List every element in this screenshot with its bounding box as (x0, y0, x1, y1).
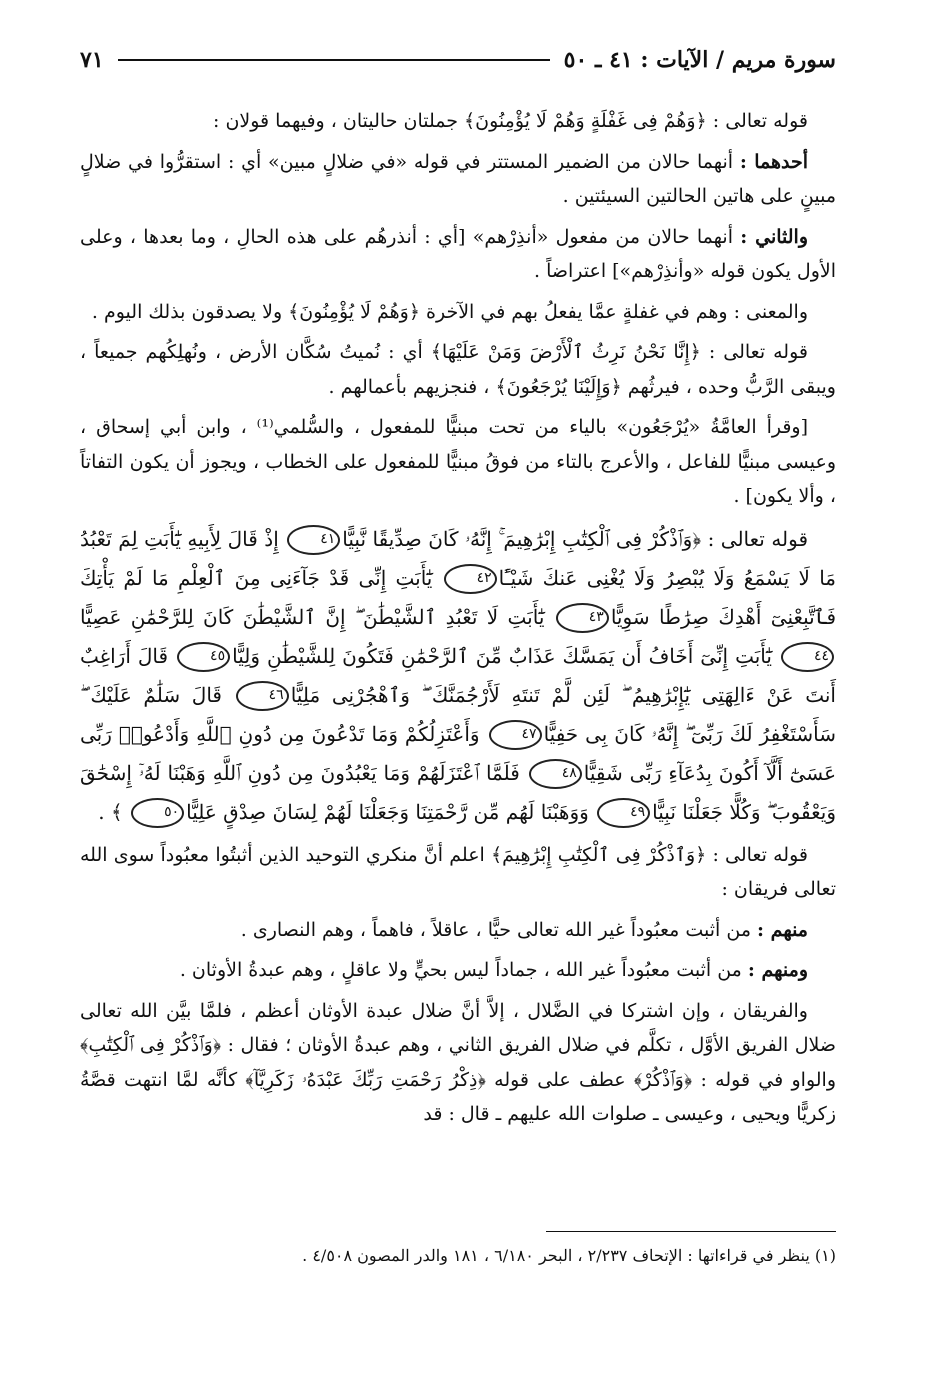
footnote: (١) ينظر في قراءاتها : الإتحاف ٢/٢٣٧ ، البحر ٦/١٨٠ ، ١٨١ والدر المصون ٤/٥٠٨ . (302, 1246, 836, 1265)
verse-number-marker: ٥٠ (131, 798, 184, 828)
paragraph: قوله تعالى : ﴿وَٱذْكُرْ فِى ٱلْكِتَٰبِ إِبْرَٰهِيمَ﴾ اعلم أنَّ منكري التوحيد الذين أثبتُوا معبُوداً سوى الله تعالى فريقان : (80, 843, 836, 900)
verse-number-marker: ٤٥ (177, 642, 230, 672)
running-title: سورة مريم / الآيات : ٤١ ـ ٥٠ (563, 47, 836, 73)
paragraph: ومنهم : من أثبت معبُوداً غير الله ، جماداً ليس بحيٍّ ولا عاقلٍ ، وهم عبدةُ الأوثان . (179, 959, 808, 981)
verse-number-marker: ٤٤ (781, 642, 834, 672)
paragraph: أحدهما : أنهما حالان من الضمير المستتر في قوله «في ضلالٍ مبين» أي : استقرُّوا في ضلالٍ مبينٍ على هاتين الحالتين السيئتين . (80, 150, 836, 207)
page-header (80, 40, 836, 80)
verse-number-marker: ٤٧ (489, 720, 542, 750)
header-rule (118, 59, 550, 61)
paragraph: منهم : من أثبت معبُوداً غير الله تعالى حيًّا ، عاقلاً ، فاهماً ، وهم النصارى . (240, 918, 808, 941)
paragraph: والثاني : أنهما حالان من مفعول «أنذِرْهم» [أي : أنذرهُم على هذه الحالِ ، وما بعدها ، وعلى الأول يكون قوله «وأنذِرْهم»] اعتراضاً . (80, 225, 836, 282)
main-text (80, 104, 836, 1132)
verse-number-marker: ٤٢ (444, 564, 497, 594)
verse-number-marker: ٤٣ (556, 603, 609, 633)
verse-number-marker: ٤٨ (529, 759, 582, 789)
page-number: ٧١ (80, 47, 104, 73)
paragraph: والمعنى : وهم في غفلةٍ عمَّا يفعلُ بهم في الآخرة ﴿وَهُمْ لَا يُؤْمِنُونَ﴾ ولا يصدقون بذلك اليوم . (91, 300, 808, 323)
paragraph: قوله تعالى : ﴿وَهُمْ فِى غَفْلَةٍ وَهُمْ لَا يُؤْمِنُونَ﴾ جملتان حاليتان ، وفيهما قولان : (213, 110, 808, 132)
footnote-rule (546, 1231, 836, 1232)
paragraph: والفريقان ، وإن اشتركا في الضَّلال ، إلاَّ أنَّ ضلال عبدة الأوثان أعظم ، فلمَّا بيَّن الله تعالى ضلال الفريق الأوَّل ، تكلَّم في ضلال الفريق الثاني ، وهم عبدةُ الأوثان ؛ فقال : ﴿وَٱذْكُرْ فِى ٱلْكِتَٰبِ﴾ والواو في قوله : ﴿وَٱذْكُرْ﴾ عطف على قوله ﴿ذِكْرُ رَحْمَتِ رَبِّكَ عَبْدَهُۥ زَكَرِيَّآ﴾ كأنَّه لمَّا انتهت قصَّةُ زكريًّا ويحيى ، وعيسى ـ صلوات الله عليهم ـ قال : قد (80, 999, 836, 1125)
paragraph: [وقرأ العامَّةُ «يُرْجَعُون» بالياء من تحت مبنيًّا للمفعول ، والسُّلمي⁽¹⁾ ، وابن أبي إسحاق ، وعيسى مبنيًّا للفاعل ، والأعرج بالتاء من فوقُ مبنيًّا للمفعول على الخطاب ، ويجوز أن يكون التفاتاً ، وألا يكون] . (80, 416, 836, 507)
verse-number-marker: ٤٩ (597, 798, 650, 828)
paragraph: قوله تعالى : ﴿إِنَّا نَحْنُ نَرِثُ ٱلْأَرْضَ وَمَنْ عَلَيْهَا﴾ أي : نُميتُ سُكَّان الأرض ، ونُهلِكُهم جميعاً ، ويبقى الرَّبُّ وحده ، فيرثُهم ﴿وَإِلَيْنَا يُرْجَعُونَ﴾ ، فنجزيهم بأعمالهم . (80, 341, 836, 398)
quran-verses: قوله تعالى : ﴿وَٱذْكُرْ فِى ٱلْكِتَٰبِ إِبْرَٰهِيمَ ۚ إِنَّهُۥ كَانَ صِدِّيقًا نَّبِيًّا٤١ إِذْ قَالَ لِأَبِيهِ يَٰٓأَبَتِ لِمَ تَعْبُدُ مَا لَا يَسْمَعُ وَلَا يُبْصِرُ وَلَا يُغْنِى عَنكَ شَيْـًٔا٤٢ يَٰٓأَبَتِ إِنِّى قَدْ جَآءَنِى مِنَ ٱلْعِلْمِ مَا لَمْ يَأْتِكَ فَٱتَّبِعْنِىٓ أَهْدِكَ صِرَٰطًا سَوِيًّا٤٣ يَٰٓأَبَتِ لَا تَعْبُدِ ٱلشَّيْطَٰنَ ۖ إِنَّ ٱلشَّيْطَٰنَ كَانَ لِلرَّحْمَٰنِ عَصِيًّا٤٤ يَٰٓأَبَتِ إِنِّىٓ أَخَافُ أَن يَمَسَّكَ عَذَابٌ مِّنَ ٱلرَّحْمَٰنِ فَتَكُونَ لِلشَّيْطَٰنِ وَلِيًّا٤٥ قَالَ أَرَاغِبٌ أَنتَ عَنْ ءَالِهَتِى يَٰٓإِبْرَٰهِيمُ ۖ لَئِن لَّمْ تَنتَهِ لَأَرْجُمَنَّكَ ۖ وَٱهْجُرْنِى مَلِيًّا٤٦ قَالَ سَلَٰمٌ عَلَيْكَ ۖ سَأَسْتَغْفِرُ لَكَ رَبِّىٓ ۖ إِنَّهُۥ كَانَ بِى حَفِيًّا٤٧ وَأَعْتَزِلُكُمْ وَمَا تَدْعُونَ مِن دُونِ ٱللَّهِ وَأَدْعُوا۟ رَبِّى عَسَىٰٓ أَلَّآ أَكُونَ بِدُعَآءِ رَبِّى شَقِيًّا٤٨ فَلَمَّا ٱعْتَزَلَهُمْ وَمَا يَعْبُدُونَ مِن دُونِ ٱللَّهِ وَهَبْنَا لَهُۥٓ إِسْحَٰقَ وَيَعْقُوبَ ۖ وَكُلًّا جَعَلْنَا نَبِيًّا٤٩ وَوَهَبْنَا لَهُم مِّن رَّحْمَتِنَا وَجَعَلْنَا لَهُمْ لِسَانَ صِدْقٍ عَلِيًّا٥٠ ﴾ . (80, 520, 836, 832)
verse-number-marker: ٤٦ (236, 681, 289, 711)
verse-number-marker: ٤١ (287, 525, 340, 555)
